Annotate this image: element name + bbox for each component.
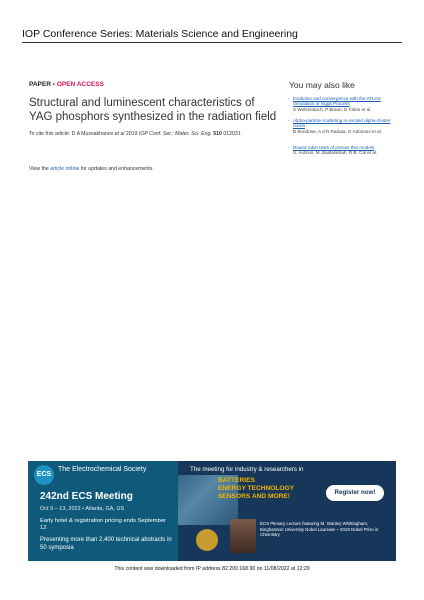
ecs-logo-icon: ECS (34, 465, 54, 485)
speaker-photo (230, 519, 256, 553)
cite-year: 2019 (124, 131, 139, 137)
view-suffix: for updates and enhancements. (79, 166, 154, 172)
cite-prefix: To cite this article: D A Mussakhanov (29, 131, 115, 137)
related-heading: You may also like (289, 80, 355, 90)
related-title-link[interactable]: Evolution and convergence with the ATLAS Simulation of higgs Process (293, 96, 381, 107)
cite-etal: et al (114, 131, 125, 137)
related-authors: S. Aubrun, M. Bastankhah, R.B. Cal et al. (293, 150, 378, 156)
related-authors: S Welzenbach, P Braun, D Fabio et al. (293, 106, 372, 112)
view-prefix: View the (29, 166, 51, 172)
banner-tagline: The meeting for industry & researchers in (190, 466, 304, 473)
article-title: Structural and luminescent characteristics of YAG phosphors synthesized in the radiation field (29, 97, 277, 123)
banner-keywords (218, 477, 294, 501)
tag-separator: • (52, 81, 56, 88)
related-title-link[interactable]: Alpha-particle scattering in excited alpha-cluster nuclei (293, 118, 391, 129)
related-item (288, 145, 403, 156)
cite-journal: IOP Conf. Ser.: Mater. Sci. Eng. (138, 131, 212, 137)
keyword-energy: ENERGY TECHNOLOGY (218, 485, 295, 492)
related-item (288, 96, 403, 112)
related-item (288, 118, 403, 134)
related-title-link[interactable]: Round robin tests of porous thin models (293, 145, 375, 150)
journal-header: IOP Conference Series: Materials Science and Engineering (22, 28, 298, 40)
abstracts-note: Presenting more than 2,400 technical abstracts in 50 symposia (40, 537, 172, 551)
cite-volume: 510 (211, 131, 222, 137)
early-pricing-note: Early hotel & registration pricing ends September 12 (40, 518, 166, 531)
nobel-medal-icon (196, 529, 218, 551)
meeting-title: 242nd ECS Meeting (40, 491, 133, 502)
bullet-icon: - (288, 118, 290, 123)
bullet-icon: - (288, 145, 290, 150)
banner-left-panel (28, 461, 178, 561)
download-footer: This content was downloaded from IP address 82.200.168.90 on 11/08/2022 at 12:29 (114, 566, 310, 572)
keyword-sensors: SENSORS AND MORE! (218, 493, 290, 500)
related-authors: B Bondone, A d R Raduta, G Adomani et al. (293, 128, 382, 134)
society-name (58, 466, 176, 474)
article-online-link[interactable]: article online (50, 166, 80, 172)
ecs-advertisement-banner[interactable] (28, 461, 396, 561)
open-access-badge: OPEN ACCESS (56, 81, 104, 88)
view-online-line (29, 166, 154, 172)
plenary-lecture-note: ECS Plenary Lecture featuring M. Stanley Whittingham, Binghamton University Nobel Laureate – 2019 Nobel Prize in Chemistry (260, 521, 379, 538)
keyword-batteries: BATTERIES (218, 477, 255, 484)
paper-type-tag (29, 81, 104, 88)
meeting-dates: Oct 9 – 13, 2022 • Atlanta, GA, US (40, 506, 125, 512)
society-title: The Electrochemical Society (58, 466, 147, 473)
bullet-icon: - (288, 96, 290, 101)
banner-right-panel (178, 461, 396, 561)
cite-number: 012031 (221, 131, 241, 137)
register-now-button[interactable]: Register now! (326, 485, 384, 501)
paper-label: PAPER (29, 81, 51, 88)
citation-line (29, 131, 279, 137)
header-divider (22, 42, 402, 43)
